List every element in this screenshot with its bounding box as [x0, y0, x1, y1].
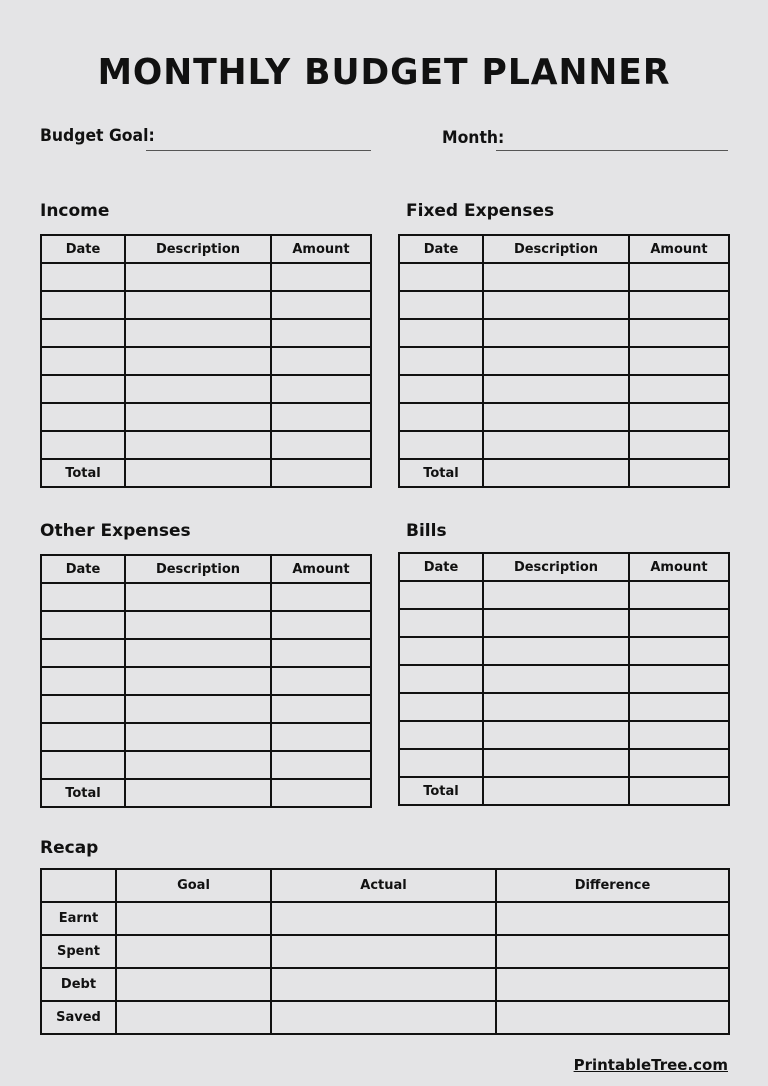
amount-cell[interactable]: [271, 431, 371, 459]
amount-cell[interactable]: [629, 263, 729, 291]
amount-cell[interactable]: [271, 319, 371, 347]
table-row: [399, 431, 729, 459]
description-cell[interactable]: [125, 347, 271, 375]
table-row: [41, 583, 371, 611]
budget-goal-label: Budget Goal:: [40, 126, 155, 146]
date-cell[interactable]: [41, 431, 125, 459]
recap-row-label: Debt: [41, 968, 116, 1001]
date-cell[interactable]: [399, 721, 483, 749]
date-cell[interactable]: [399, 665, 483, 693]
column-header: Description: [483, 553, 629, 581]
goal-cell[interactable]: [116, 968, 271, 1001]
description-cell[interactable]: [483, 431, 629, 459]
recap-row: [41, 902, 729, 935]
date-cell[interactable]: [399, 347, 483, 375]
description-cell[interactable]: [483, 693, 629, 721]
description-cell[interactable]: [125, 667, 271, 695]
table-row: [399, 403, 729, 431]
table-row: [41, 695, 371, 723]
bills-title: Bills: [406, 521, 447, 541]
page-title: MONTHLY BUDGET PLANNER: [97, 52, 671, 93]
total-description-cell[interactable]: [483, 459, 629, 487]
recap-table: [40, 868, 730, 1035]
total-label: Total: [41, 779, 125, 807]
amount-cell[interactable]: [629, 749, 729, 777]
table-row: [41, 263, 371, 291]
description-cell[interactable]: [483, 609, 629, 637]
amount-cell[interactable]: [271, 375, 371, 403]
amount-cell[interactable]: [629, 693, 729, 721]
description-cell[interactable]: [125, 723, 271, 751]
description-cell[interactable]: [125, 291, 271, 319]
column-header: Date: [41, 235, 125, 263]
date-cell[interactable]: [399, 609, 483, 637]
date-cell[interactable]: [399, 375, 483, 403]
table-row: [399, 347, 729, 375]
table-row: [399, 665, 729, 693]
column-header: Date: [399, 235, 483, 263]
date-cell[interactable]: [399, 637, 483, 665]
recap-row-label: Earnt: [41, 902, 116, 935]
table-row: [399, 375, 729, 403]
amount-cell[interactable]: [629, 291, 729, 319]
table-row: [41, 291, 371, 319]
table-header-row: [399, 553, 729, 581]
table-row: [41, 319, 371, 347]
table-row: [399, 263, 729, 291]
description-cell[interactable]: [125, 583, 271, 611]
amount-cell[interactable]: [629, 403, 729, 431]
recap-header-row: [41, 869, 729, 902]
total-row: [41, 459, 371, 487]
date-cell[interactable]: [399, 581, 483, 609]
column-header: Amount: [271, 235, 371, 263]
column-header: Amount: [271, 555, 371, 583]
recap-row-label: Saved: [41, 1001, 116, 1034]
description-cell[interactable]: [483, 375, 629, 403]
date-cell[interactable]: [41, 611, 125, 639]
table-row: [41, 403, 371, 431]
budget-goal-field[interactable]: [146, 150, 371, 151]
date-cell[interactable]: [41, 639, 125, 667]
table-row: [399, 319, 729, 347]
table-row: [399, 693, 729, 721]
column-header: Description: [125, 555, 271, 583]
column-header: Description: [483, 235, 629, 263]
date-cell[interactable]: [41, 667, 125, 695]
date-cell[interactable]: [399, 749, 483, 777]
total-row: [399, 459, 729, 487]
table-row: [399, 749, 729, 777]
recap-column-header: Goal: [116, 869, 271, 902]
date-cell[interactable]: [399, 263, 483, 291]
amount-cell[interactable]: [629, 665, 729, 693]
description-cell[interactable]: [483, 749, 629, 777]
date-cell[interactable]: [41, 347, 125, 375]
table-row: [41, 639, 371, 667]
amount-cell[interactable]: [271, 667, 371, 695]
total-row: [41, 779, 371, 807]
table-row: [399, 581, 729, 609]
table-header-row: [41, 235, 371, 263]
goal-cell[interactable]: [116, 1001, 271, 1034]
description-cell[interactable]: [125, 263, 271, 291]
description-cell[interactable]: [483, 637, 629, 665]
date-cell[interactable]: [41, 723, 125, 751]
date-cell[interactable]: [399, 431, 483, 459]
income-title: Income: [40, 201, 110, 221]
fixed-expenses-title: Fixed Expenses: [406, 201, 555, 221]
total-description-cell[interactable]: [483, 777, 629, 805]
table-row: [41, 723, 371, 751]
amount-cell[interactable]: [271, 291, 371, 319]
recap-row: [41, 968, 729, 1001]
description-cell[interactable]: [125, 639, 271, 667]
recap-row: [41, 935, 729, 968]
month-label: Month:: [442, 128, 505, 148]
recap-column-header: Actual: [271, 869, 496, 902]
footer-brand-link[interactable]: PrintableTree.com: [573, 1056, 728, 1074]
description-cell[interactable]: [125, 695, 271, 723]
total-amount-cell[interactable]: [629, 777, 729, 805]
total-description-cell[interactable]: [125, 459, 271, 487]
column-header: Description: [125, 235, 271, 263]
description-cell[interactable]: [483, 291, 629, 319]
description-cell[interactable]: [125, 751, 271, 779]
total-row: [399, 777, 729, 805]
month-field[interactable]: [496, 150, 728, 151]
other-expenses-table: [40, 554, 372, 808]
column-header: Amount: [629, 235, 729, 263]
table-row: [399, 291, 729, 319]
recap-row-label: Spent: [41, 935, 116, 968]
recap-column-header: Difference: [496, 869, 729, 902]
amount-cell[interactable]: [271, 347, 371, 375]
amount-cell[interactable]: [629, 347, 729, 375]
amount-cell[interactable]: [271, 263, 371, 291]
description-cell[interactable]: [483, 403, 629, 431]
date-cell[interactable]: [41, 263, 125, 291]
total-amount-cell[interactable]: [271, 779, 371, 807]
description-cell[interactable]: [483, 665, 629, 693]
table-row: [399, 637, 729, 665]
column-header: Date: [399, 553, 483, 581]
total-label: Total: [399, 777, 483, 805]
description-cell[interactable]: [125, 403, 271, 431]
bills-table: [398, 552, 730, 806]
column-header: Date: [41, 555, 125, 583]
amount-cell[interactable]: [629, 581, 729, 609]
table-row: [41, 751, 371, 779]
difference-cell[interactable]: [496, 902, 729, 935]
total-amount-cell[interactable]: [271, 459, 371, 487]
date-cell[interactable]: [41, 291, 125, 319]
amount-cell[interactable]: [629, 721, 729, 749]
amount-cell[interactable]: [271, 583, 371, 611]
date-cell[interactable]: [41, 695, 125, 723]
recap-column-header: [41, 869, 116, 902]
date-cell[interactable]: [41, 319, 125, 347]
date-cell[interactable]: [399, 693, 483, 721]
total-label: Total: [399, 459, 483, 487]
table-row: [41, 611, 371, 639]
description-cell[interactable]: [483, 263, 629, 291]
date-cell[interactable]: [41, 583, 125, 611]
description-cell[interactable]: [483, 319, 629, 347]
amount-cell[interactable]: [271, 639, 371, 667]
date-cell[interactable]: [399, 403, 483, 431]
table-row: [41, 431, 371, 459]
actual-cell[interactable]: [271, 935, 496, 968]
table-header-row: [399, 235, 729, 263]
goal-cell[interactable]: [116, 902, 271, 935]
total-label: Total: [41, 459, 125, 487]
date-cell[interactable]: [41, 751, 125, 779]
difference-cell[interactable]: [496, 968, 729, 1001]
description-cell[interactable]: [125, 319, 271, 347]
amount-cell[interactable]: [629, 431, 729, 459]
date-cell[interactable]: [41, 403, 125, 431]
amount-cell[interactable]: [629, 375, 729, 403]
income-table: [40, 234, 372, 488]
description-cell[interactable]: [483, 347, 629, 375]
description-cell[interactable]: [483, 581, 629, 609]
recap-row: [41, 1001, 729, 1034]
description-cell[interactable]: [125, 375, 271, 403]
fixed-expenses-table: [398, 234, 730, 488]
amount-cell[interactable]: [629, 609, 729, 637]
amount-cell[interactable]: [271, 695, 371, 723]
amount-cell[interactable]: [271, 403, 371, 431]
description-cell[interactable]: [125, 431, 271, 459]
description-cell[interactable]: [125, 611, 271, 639]
date-cell[interactable]: [399, 291, 483, 319]
total-description-cell[interactable]: [125, 779, 271, 807]
amount-cell[interactable]: [629, 637, 729, 665]
table-row: [399, 609, 729, 637]
table-row: [41, 347, 371, 375]
amount-cell[interactable]: [629, 319, 729, 347]
actual-cell[interactable]: [271, 902, 496, 935]
actual-cell[interactable]: [271, 1001, 496, 1034]
amount-cell[interactable]: [271, 611, 371, 639]
total-amount-cell[interactable]: [629, 459, 729, 487]
difference-cell[interactable]: [496, 1001, 729, 1034]
description-cell[interactable]: [483, 721, 629, 749]
date-cell[interactable]: [41, 375, 125, 403]
table-row: [41, 667, 371, 695]
date-cell[interactable]: [399, 319, 483, 347]
other-expenses-title: Other Expenses: [40, 521, 191, 541]
difference-cell[interactable]: [496, 935, 729, 968]
table-row: [399, 721, 729, 749]
recap-title: Recap: [40, 838, 99, 858]
amount-cell[interactable]: [271, 751, 371, 779]
table-row: [41, 375, 371, 403]
column-header: Amount: [629, 553, 729, 581]
actual-cell[interactable]: [271, 968, 496, 1001]
amount-cell[interactable]: [271, 723, 371, 751]
goal-cell[interactable]: [116, 935, 271, 968]
table-header-row: [41, 555, 371, 583]
